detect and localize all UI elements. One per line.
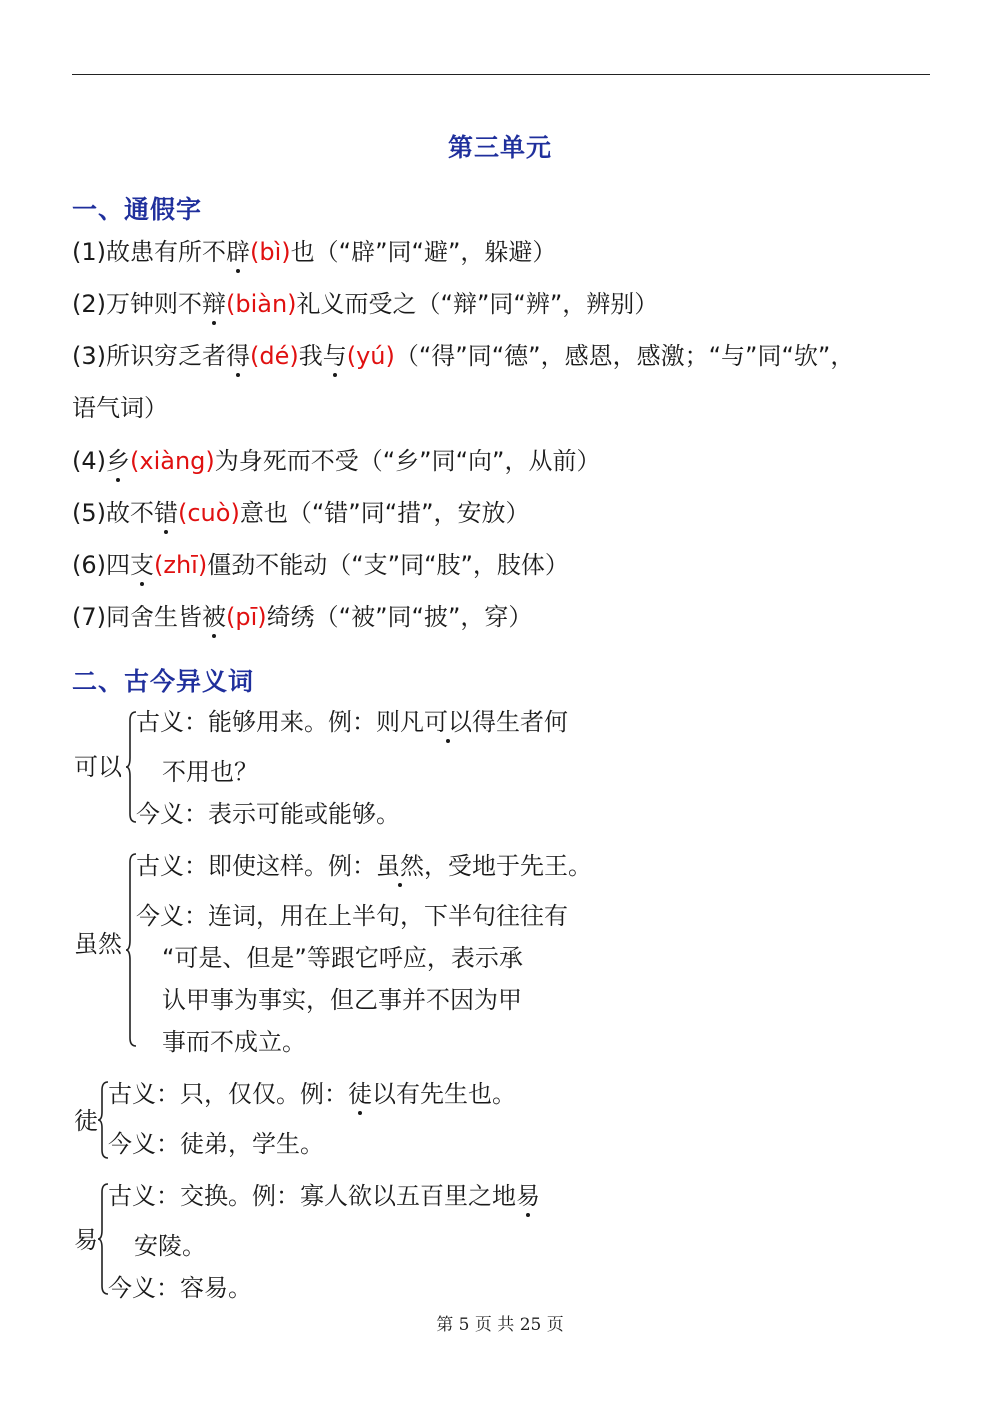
list-item: (2)万钟则不辩(biàn)礼义而受之（“辩”同“辨”，辨别） bbox=[72, 290, 659, 318]
list-item: (1)故患有所不辟(bì)也（“辟”同“避”，躲避） bbox=[72, 238, 557, 266]
unit-title: 第三单元 bbox=[447, 133, 552, 162]
ancient-meaning: 古义：即使这样。例：虽然，受地于先王。 bbox=[136, 852, 592, 880]
modern-meaning-continuation: 认甲事为事实，但乙事并不因为甲 bbox=[162, 986, 522, 1014]
example-word: 易 bbox=[516, 1182, 540, 1210]
list-item: (4)乡(xiàng)为身死而不受（“乡”同“向”，从前） bbox=[72, 447, 601, 475]
term-word: 可以 bbox=[74, 753, 122, 781]
list-item: (3)所识穷乏者得(dé)我与(yú)（“得”同“德”，感恩，感激；“与”同“欤”， bbox=[72, 342, 855, 370]
modern-meaning: 今义：容易。 bbox=[108, 1274, 252, 1302]
ancient-meaning-continuation: 安陵。 bbox=[134, 1232, 206, 1260]
section-heading-gujinyiyi: 二、古今异义词 bbox=[72, 667, 255, 696]
term-word: 虽然 bbox=[74, 930, 122, 958]
modern-meaning: 今义：连词，用在上半句，下半句往往有 bbox=[136, 902, 568, 930]
ancient-meaning: 古义：只，仅仅。例：徒以有先生也。 bbox=[108, 1080, 516, 1108]
ancient-meaning-continuation: 不用也？ bbox=[162, 758, 258, 786]
list-item: (5)故不错(cuò)意也（“错”同“措”，安放） bbox=[72, 499, 530, 527]
list-item: (7)同舍生皆被(pī)绮绣（“被”同“披”，穿） bbox=[72, 603, 533, 631]
list-item-continuation: 语气词） bbox=[72, 394, 168, 422]
example-word: 虽然 bbox=[376, 852, 424, 880]
example-word: 可以 bbox=[424, 708, 472, 736]
ancient-meaning: 古义：交换。例：寡人欲以五百里之地易 bbox=[108, 1182, 540, 1210]
section-heading-tongjiazi: 一、通假字 bbox=[72, 195, 203, 224]
modern-meaning-continuation: 事而不成立。 bbox=[162, 1028, 306, 1056]
example-word: 徒 bbox=[348, 1080, 372, 1108]
modern-meaning-continuation: “可是、但是”等跟它呼应，表示承 bbox=[162, 944, 523, 972]
term-word: 易 bbox=[74, 1226, 98, 1254]
page-footer: 第 5 页 共 25 页 bbox=[436, 1315, 564, 1335]
term-word: 徒 bbox=[74, 1107, 98, 1135]
list-item: (6)四支(zhī)僵劲不能动（“支”同“肢”，肢体） bbox=[72, 551, 569, 579]
ancient-meaning: 古义：能够用来。例：则凡可以得生者何 bbox=[136, 708, 568, 736]
top-rule bbox=[72, 74, 930, 75]
modern-meaning: 今义：徒弟，学生。 bbox=[108, 1130, 324, 1158]
modern-meaning: 今义：表示可能或能够。 bbox=[136, 800, 400, 828]
